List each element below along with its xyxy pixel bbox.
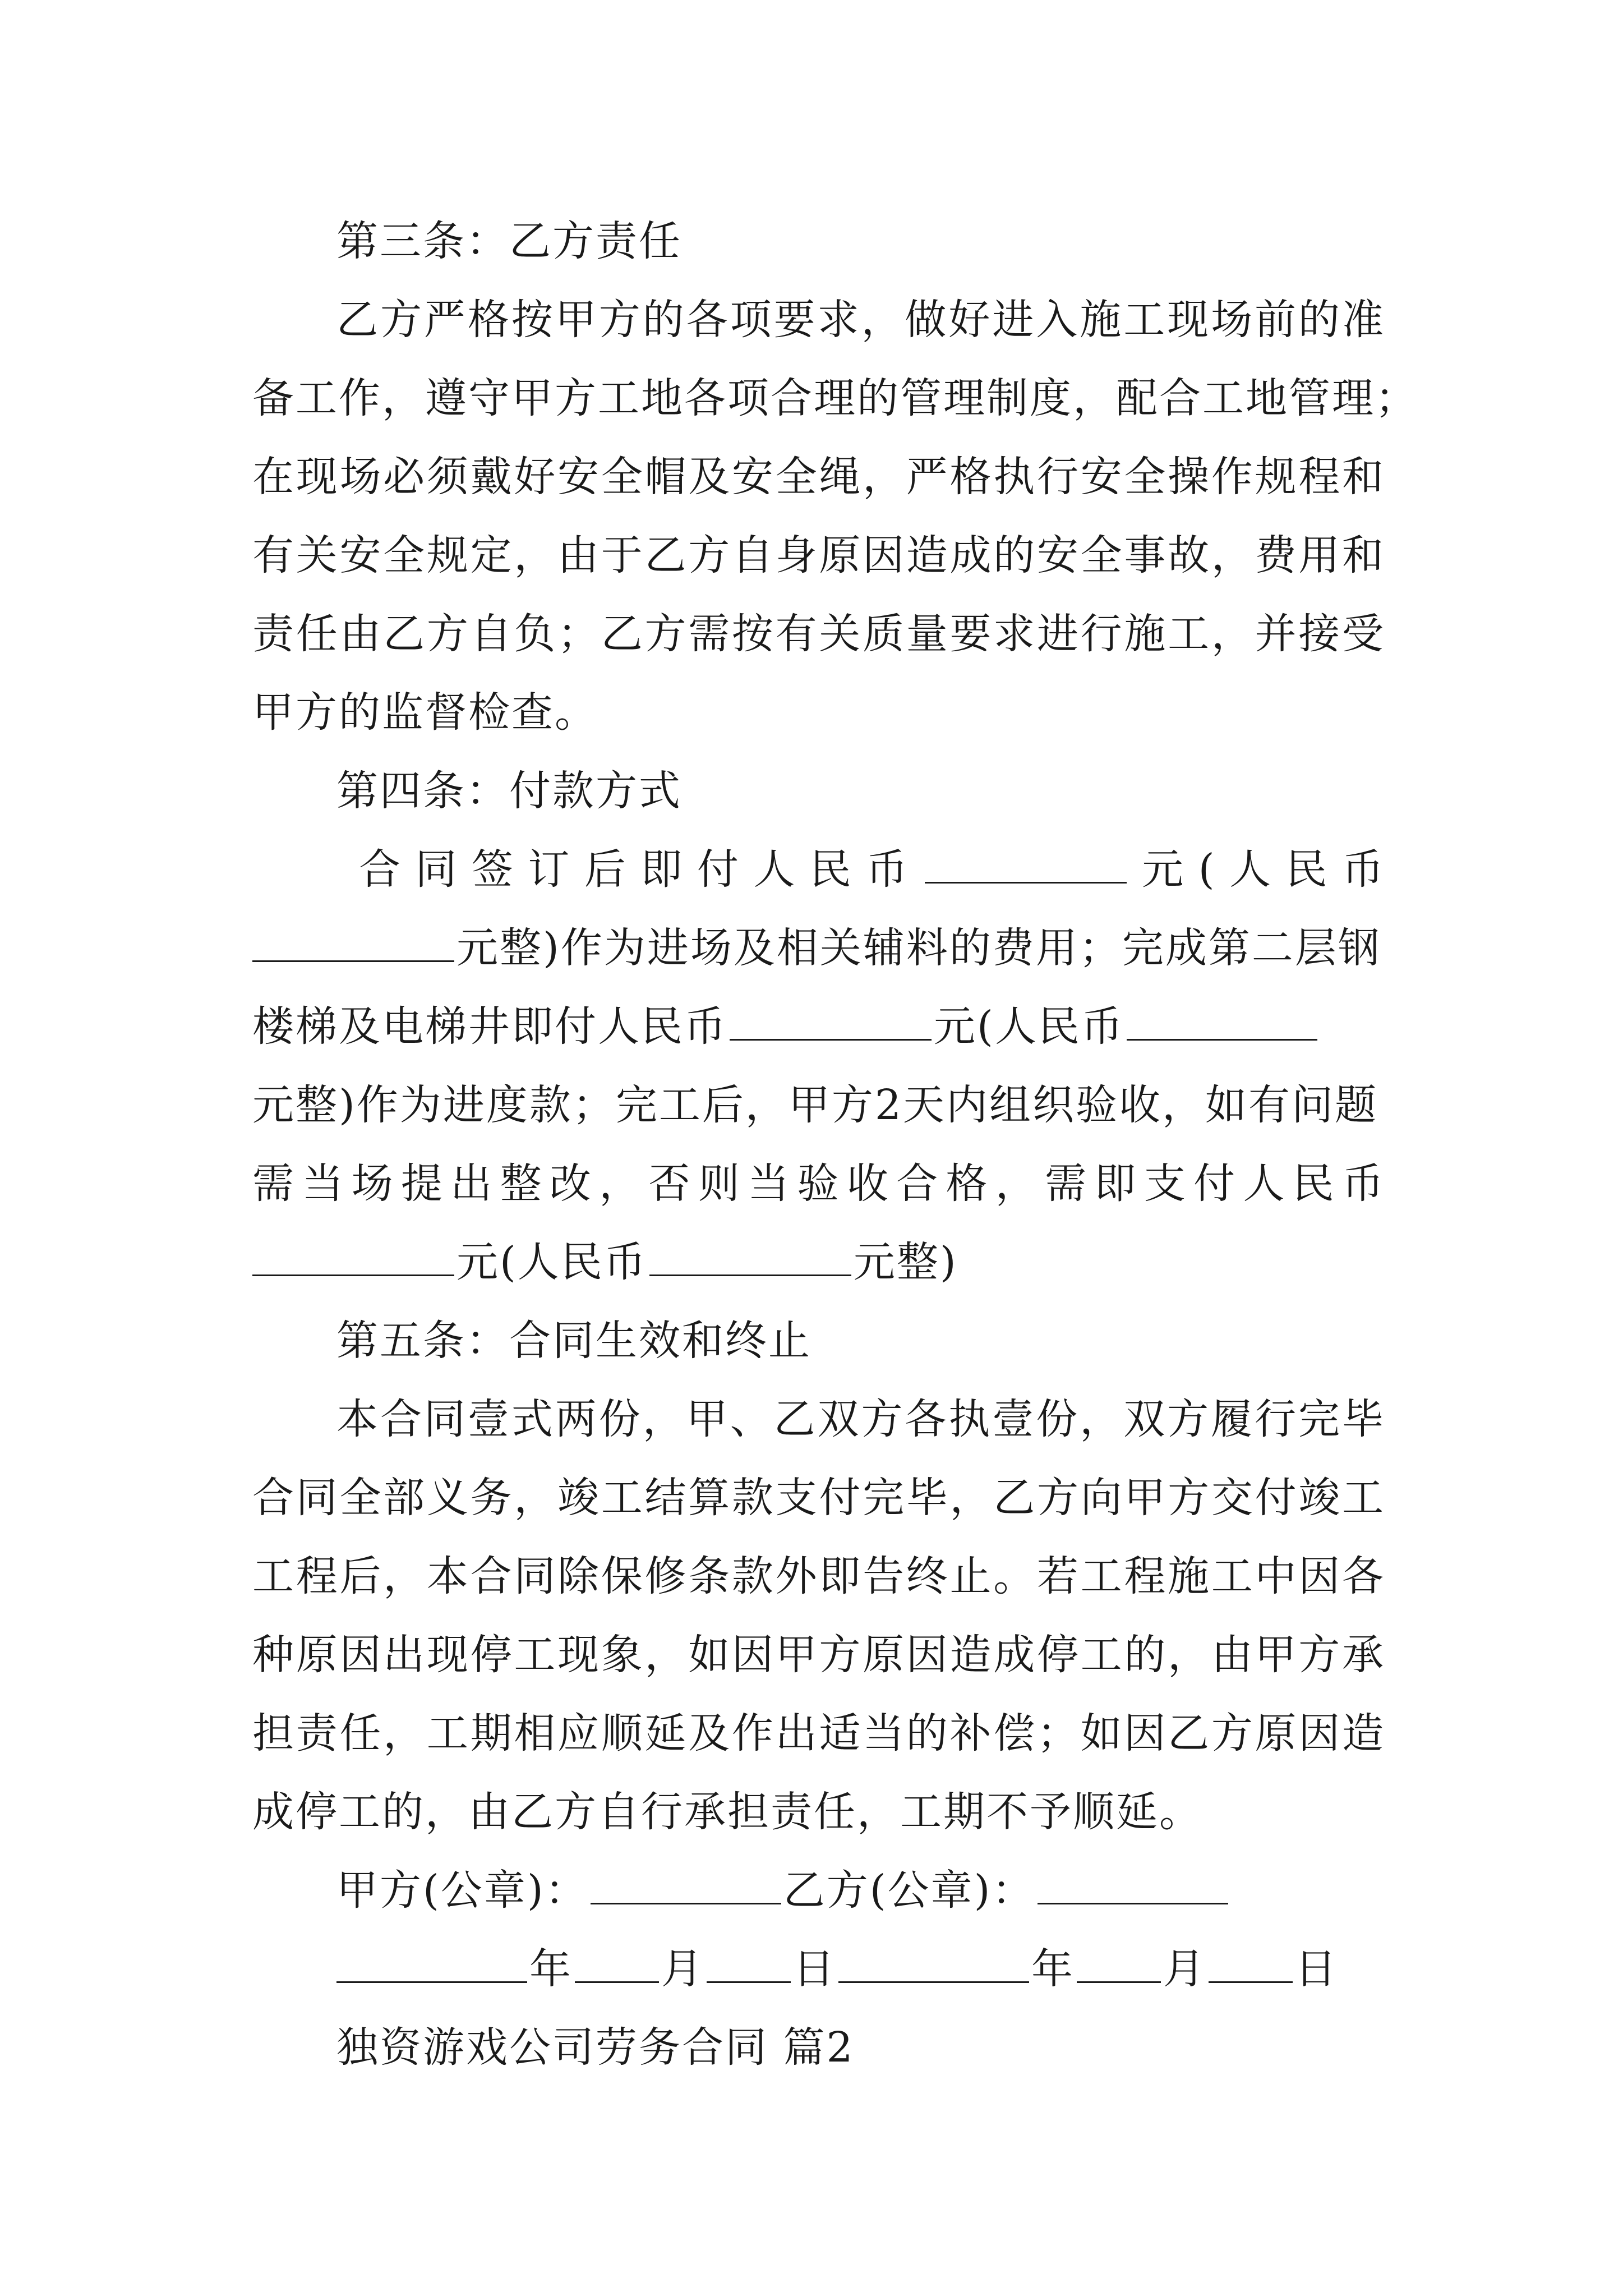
article4-line-4: 元整)作为进度款；完工后，甲方2天内组织验收，如有问题 bbox=[252, 1081, 1378, 1129]
amount-blank bbox=[925, 843, 1127, 884]
amount-blank bbox=[1127, 1000, 1317, 1041]
article5-line-4: 种原因出现停工现象，如因甲方原因造成停工的，由甲方承 bbox=[252, 1631, 1385, 1679]
month-blank bbox=[1077, 1942, 1161, 1983]
party-a-seal-blank bbox=[591, 1864, 781, 1904]
amount-blank bbox=[730, 1000, 932, 1041]
article3-line-6: 甲方的监督检查。 bbox=[252, 688, 598, 737]
party-b-seal-blank bbox=[1038, 1864, 1228, 1904]
article3-line-1: 乙方严格按甲方的各项要求，做好进入施工现场前的准 bbox=[336, 296, 1385, 344]
article3-line-4: 有关安全规定，由于乙方自身原因造成的安全事故，费用和 bbox=[252, 531, 1385, 579]
article4-line-5: 需当场提出整改，否则当验收合格，需即支付人民币 bbox=[252, 1159, 1385, 1208]
signature-line bbox=[336, 1862, 1385, 1918]
month-blank bbox=[575, 1942, 659, 1983]
article4-text: 元(人民币 bbox=[934, 1002, 1124, 1051]
year-blank bbox=[838, 1942, 1029, 1983]
article3-line-5: 责任由乙方自负；乙方需按有关质量要求进行施工，并接受 bbox=[252, 610, 1385, 658]
article4-line-1 bbox=[359, 841, 1385, 898]
party-a-label: 甲方(公章)： bbox=[336, 1866, 588, 1915]
day-blank bbox=[1209, 1942, 1293, 1983]
article5-line-6: 成停工的，由乙方自行承担责任，工期不予顺延。 bbox=[252, 1788, 1202, 1836]
article3-line-3: 在现场必须戴好安全帽及安全绳，严格执行安全操作规程和 bbox=[252, 453, 1385, 501]
article5-line-2: 合同全部义务，竣工结算款支付完毕，乙方向甲方交付竣工 bbox=[252, 1474, 1385, 1522]
month-label: 月 bbox=[661, 1945, 704, 1993]
amount-blank bbox=[252, 921, 454, 962]
amount-blank bbox=[649, 1235, 851, 1276]
next-section-title: 独资游戏公司劳务合同 篇2 bbox=[336, 2023, 855, 2072]
month-label: 月 bbox=[1163, 1945, 1206, 1993]
article4-heading: 第四条：付款方式 bbox=[336, 767, 682, 815]
article4-text: 楼梯及电梯井即付人民币 bbox=[252, 1002, 727, 1051]
article3-line-2: 备工作，遵守甲方工地各项合理的管理制度，配合工地管理； bbox=[252, 374, 1418, 422]
article4-text: 合同签订后即付人民币 bbox=[359, 845, 923, 894]
day-blank bbox=[707, 1942, 791, 1983]
year-blank bbox=[336, 1942, 527, 1983]
article5-line-3: 工程后，本合同除保修条款外即告终止。若工程施工中因各 bbox=[252, 1552, 1385, 1600]
article4-line-3 bbox=[252, 999, 1385, 1055]
article4-text: 元整)作为进场及相关辅料的费用；完成第二层钢 bbox=[457, 924, 1381, 972]
article4-line-2 bbox=[252, 920, 1385, 976]
article5-line-1: 本合同壹式两份，甲、乙双方各执壹份，双方履行完毕 bbox=[336, 1395, 1385, 1443]
article4-text: 元(人民币 bbox=[457, 1238, 647, 1286]
year-label: 年 bbox=[529, 1945, 573, 1993]
article5-line-5: 担责任，工期相应顺延及作出适当的补偿；如因乙方原因造 bbox=[252, 1709, 1385, 1757]
year-label: 年 bbox=[1031, 1945, 1075, 1993]
day-label: 日 bbox=[793, 1945, 836, 1993]
article3-heading: 第三条：乙方责任 bbox=[336, 217, 682, 265]
amount-blank bbox=[252, 1235, 454, 1276]
day-label: 日 bbox=[1295, 1945, 1338, 1993]
article4-text: 元整) bbox=[853, 1238, 958, 1286]
article4-text: 元(人民币 bbox=[1128, 845, 1385, 894]
article4-line-6 bbox=[252, 1234, 1385, 1290]
date-line bbox=[336, 1941, 1385, 1997]
party-b-label: 乙方(公章)： bbox=[783, 1866, 1035, 1915]
article5-heading: 第五条：合同生效和终止 bbox=[336, 1317, 811, 1365]
